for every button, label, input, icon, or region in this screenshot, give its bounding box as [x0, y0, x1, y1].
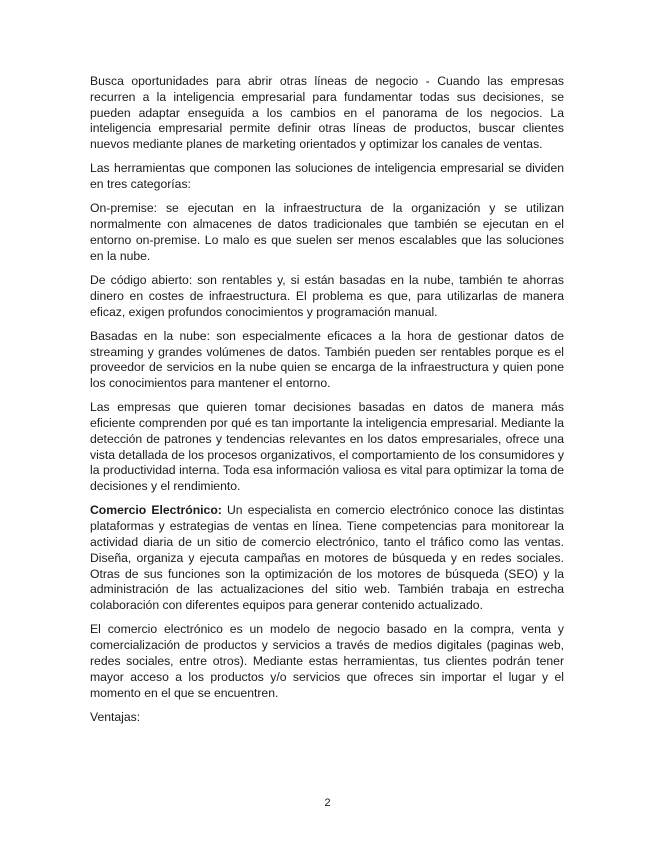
ecommerce-heading: Comercio Electrónico: — [90, 503, 222, 518]
paragraph-ecommerce-specialist — [90, 503, 564, 614]
paragraph-advantages: Ventajas: — [90, 709, 141, 724]
document-body — [90, 74, 564, 734]
page-number: 2 — [324, 797, 331, 809]
paragraph-on-premise: On-premise: se ejecutan en la infraestructura de la organización y se utilizan normalmente con almacenes de datos tradicionales que también se ejecutan en el entorno on-premise. Lo malo es que suelen ser menos escalables que las soluciones en la nube. — [90, 201, 564, 263]
paragraph-data-driven-decisions: Las empresas que quieren tomar decisiones basadas en datos de manera más eficiente comprenden por qué es tan importante la inteligencia empresarial. Mediante la detección de patrones y tendencias relevantes en los datos empresariales, ofrece una vista detallada de los procesos organizativos, el comportamiento de los consumidores y la productividad interna. Toda esa información valiosa es vital para optimizar la toma de decisiones y el rendimiento. — [90, 400, 564, 494]
paragraph-open-source: De código abierto: son rentables y, si están basadas en la nube, también te ahorras dinero en costes de infraestructura. El problema es que, para utilizarlas de manera eficaz, exigen profundos conocimientos y programación manual. — [90, 272, 564, 319]
ecommerce-description: Un especialista en comercio electrónico conoce las distintas plataformas y estrategias de ventas en línea. Tiene competencias para monitorear la actividad diaria de un sitio de comercio electrónico, tanto el tráfico como las ventas. Diseña, organiza y ejecuta campañas en motores de búsqueda y en redes sociales. Otras de sus funciones son la optimización de los motores de búsqueda (SEO) y la administración de las actualizaciones del sitio web. También trabaja en estrecha colaboración con diferentes equipos para generar contenido actualizado. — [90, 503, 565, 613]
paragraph-ecommerce-definition: El comercio electrónico es un modelo de negocio basado en la compra, venta y comercialización de productos y servicios a través de medios digitales (paginas web, redes sociales, entre otros). Mediante estas herramientas, tus clientes podrán tener mayor acceso a los productos y/o servicios que ofreces sin importar el lugar y el momento en el que se encuentren. — [90, 622, 564, 700]
paragraph-business-opportunities: Busca oportunidades para abrir otras líneas de negocio - Cuando las empresas recurren a la inteligencia empresarial para fundamentar todas sus decisiones, se pueden adaptar enseguida a los cambios en el panorama de los negocios. La inteligencia empresarial permite definir otras líneas de productos, buscar clientes nuevos mediante planes de marketing orientados y optimizar los canales de ventas. — [90, 74, 564, 152]
paragraph-cloud-based: Basadas en la nube: son especialmente eficaces a la hora de gestionar datos de streaming y grandes volúmenes de datos. También pueden ser rentables porque es el proveedor de servicios en la nube quien se encarga de la infraestructura y quien pone los conocimientos para mantener el entorno. — [90, 328, 564, 391]
paragraph-tool-categories-intro: Las herramientas que componen las soluciones de inteligencia empresarial se dividen en tres categorías: — [90, 161, 564, 192]
